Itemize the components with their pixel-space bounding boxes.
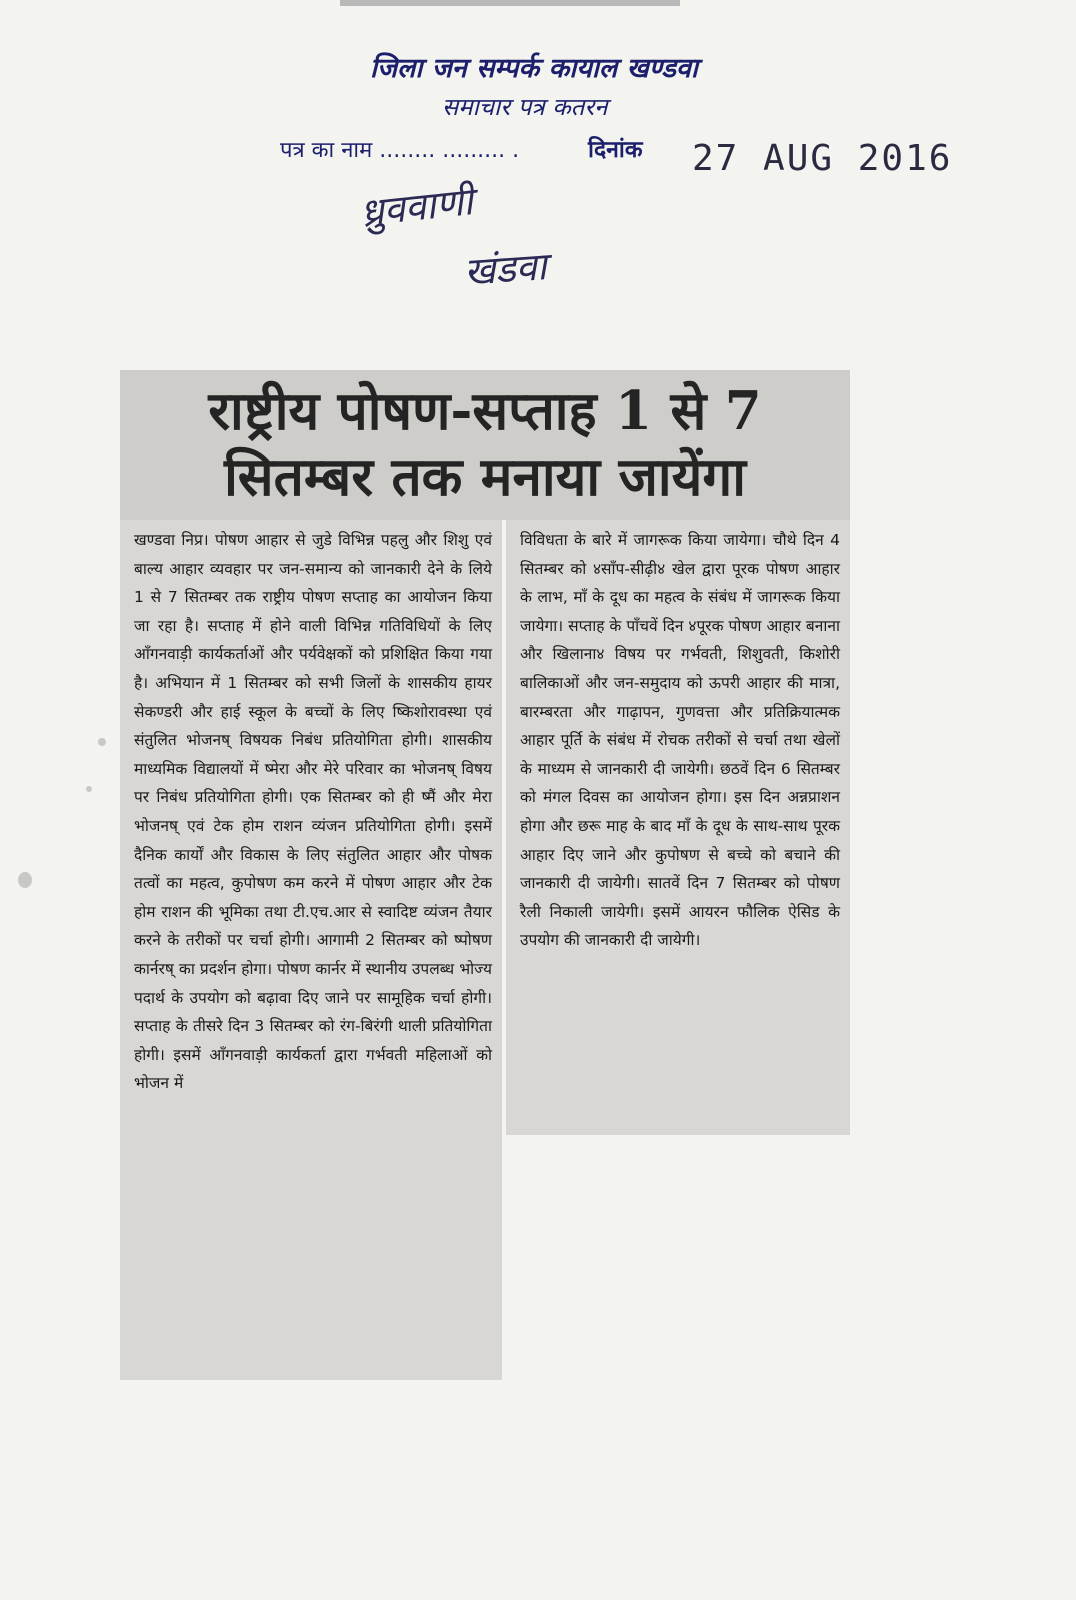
scan-speck (86, 786, 92, 792)
scan-speck (98, 738, 106, 746)
date-label: दिनांक (588, 137, 643, 163)
office-stamp (270, 48, 953, 188)
paper-name-label: पत्र का नाम ........ ......... . (280, 138, 520, 163)
office-name: जिला जन सम्पर्क कायाल खण्डवा (370, 53, 698, 84)
handwritten-place: खंडवा (462, 244, 548, 294)
article-column-2: विविधता के बारे में जागरूक किया जायेगा। चौथे दिन 4 सितम्बर को ४साँप-सीढ़ी४ खेल द्वारा पूरक पोषण आहार के लाभ, माँ के दूध का महत्व के संबंध में जागरूक किया जायेगा। सप्ताह के पाँचवें दिन ४पूरक पोषण आहार बनाना और खिलाना४ विषय पर गर्भवती, शिशुवती, किशोरी बालिकाओं और जन-समुदाय को ऊपरी आहार की मात्रा, बारम्बरता और गाढ़ापन, गुणवत्ता और प्रतिक्रियात्मक आहार पूर्ति के संबंध में रोचक तरीकों से चर्चा तथा खेलों के माध्यम से जानकारी दी जायेगी। छठवें दिन 6 सितम्बर को मंगल दिवस का आयोजन होगा। इस दिन अन्नप्राशन होगा और छरू माह के बाद माँ के दूध के साथ-साथ पूरक आहार दिए जाने और कुपोषण से बच्चे को बचाने की जानकारी दी जायेगी। सातवें दिन 7 सितम्बर को पोषण रैली निकाली जायेगी। इसमें आयरन फौलिक ऐसिड के उपयोग की जानकारी दी जायेगी। (506, 520, 850, 1135)
scan-speck (18, 872, 32, 888)
article-headline (120, 378, 850, 510)
article-column-1: खण्डवा निप्र। पोषण आहार से जुडे विभिन्न पहलु और शिशु एवं बाल्य आहार व्यवहार पर जन-समान्य को जानकारी देने के लिये 1 से 7 सितम्बर तक राष्ट्रीय पोषण सप्ताह का आयोजन किया जा रहा है। सप्ताह में होने वाली विभिन्न गतिविधियों के लिए आँगनवाड़ी कार्यकर्ताओं और पर्यवेक्षकों को प्रशिक्षित किया गया है। अभियान में 1 सितम्बर को सभी जिलों के शासकीय हायर सेकण्डरी और हाई स्कूल के बच्चों के लिए ष्किशोरावस्था एवं संतुलित भोजनष् विषयक निबंध प्रतियोगिता होगी। शासकीय माध्यमिक विद्यालयों में ष्मेरा और मेरे परिवार का भोजनष् विषय पर निबंध प्रतियोगिता होगी। एक सितम्बर को ही ष्मैं और मेरा भोजनष् एवं टेक होम राशन व्यंजन प्रतियोगिता होगी। इसमें दैनिक कार्यों और विकास के लिए संतुलित आहार और पोषक तत्वों का महत्व, कुपोषण कम करने में पोषण आहार और टेक होम राशन की भूमिका तथा टी.एच.आर से स्वादिष्ट व्यंजन तैयार करने के तरीकों पर चर्चा होगी। आगामी 2 सितम्बर को ष्पोषण कार्नरष् का प्रदर्शन होगा। पोषण कार्नर में स्थानीय उपलब्ध भोज्य पदार्थ के उपयोग को बढ़ावा दिए जाने पर सामूहिक चर्चा होगी। सप्ताह के तीसरे दिन 3 सितम्बर को रंग-बिरंगी थाली प्रतियोगिता होगी। इसमें आँगनवाड़ी कार्यकर्ता द्वारा गर्भवती महिलाओं को भोजन में (120, 520, 502, 1380)
headline-line-1: राष्ट्रीय पोषण-सप्ताह 1 से 7 (208, 380, 762, 442)
headline-line-2: सितम्बर तक मनाया जायेंगा (224, 446, 746, 508)
date-stamp: 27 AUG 2016 (692, 138, 953, 179)
handwritten-paper-name: ध्रुववाणी (358, 179, 475, 235)
clipping-subtitle: समाचार पत्र कतरन (442, 93, 608, 121)
news-clipping (120, 370, 850, 1380)
scan-edge-bar (340, 0, 680, 6)
